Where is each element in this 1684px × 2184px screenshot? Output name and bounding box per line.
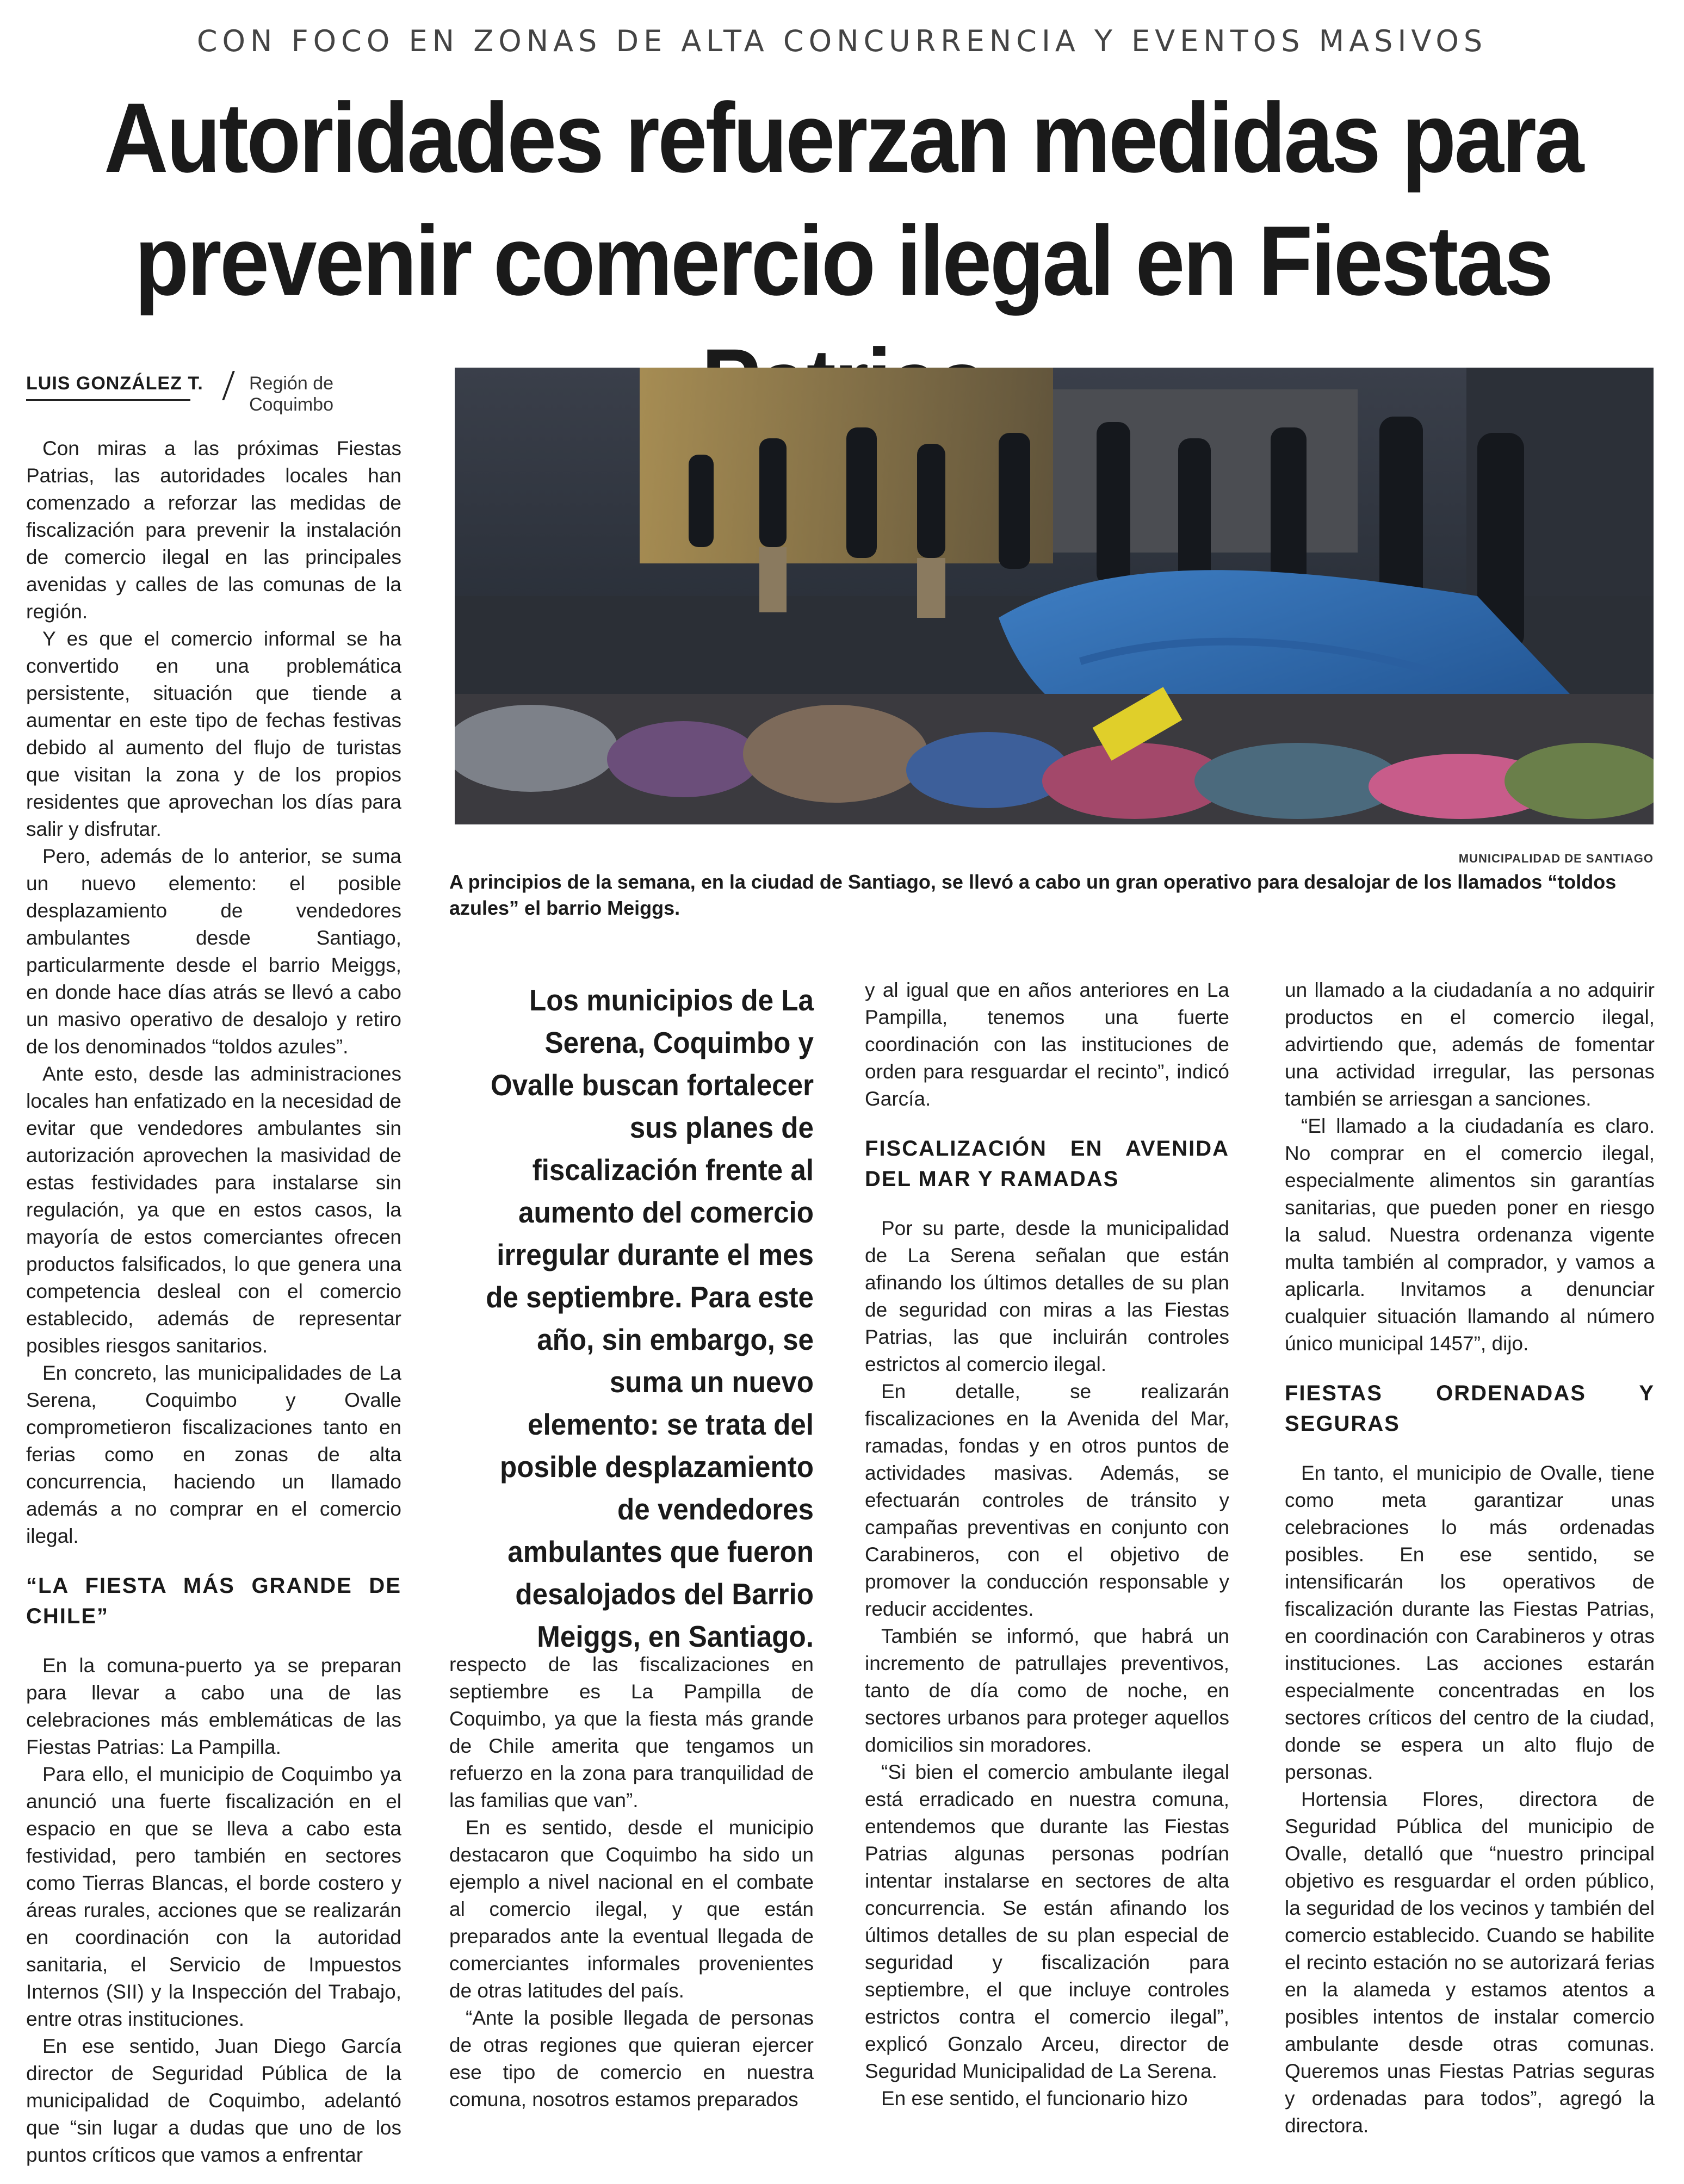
photo-caption: A principios de la semana, en la ciudad de Santiago, se llevó a cabo un gran operativo para desalojar de los llamados “toldos azules” el barrio Meiggs. <box>449 871 1617 919</box>
author-underline <box>26 399 190 401</box>
paragraph: Para ello, el municipio de Coquimbo ya anunció una fuerte fiscalización en el espacio en que se lleva a cabo esta festividad, pero también en sectores como Tierras Blancas, el borde costero y áreas rurales, acciones que se realizarán en coordinación con la autoridad sanitaria, el Servicio de Impuestos Internos (SII) y la Inspección del Trabajo, entre otras instituciones. <box>26 1763 401 2030</box>
subheading: FISCALIZACIÓN EN AVENIDA DEL MAR Y RAMADAS <box>865 1137 1229 1191</box>
headline-line-1: Autoridades refuerzan medidas para <box>104 82 1582 193</box>
paragraph: En ese sentido, Juan Diego García director de Seguridad Pública de la municipalidad de Coquimbo, adelantó que “sin lugar a dudas que uno de los puntos críticos que vamos a enfrentar <box>26 2035 401 2166</box>
paragraph: “El llamado a la ciudadanía es claro. No comprar en el comercio ilegal, especialmente alimentos sin garantías sanitarias, que pueden poner en riesgo la salud. Nuestra ordenanza vigente multa también al comprador, y vamos a aplicarla. Invitamos a denunciar cualquier situación llamando al número único municipal 1457”, dijo. <box>1285 1115 1655 1355</box>
pull-quote: Los municipios de La Serena, Coquimbo y Ovalle buscan fortalecer sus planes de fiscalización frente al aumento del comercio irregular durante el mes de septiembre. Para este año, sin embargo, se suma un nuevo elemento: se trata del posible desplazamiento de vendedores ambulantes que fueron desalojados del Barrio Meiggs, en Santiago. <box>486 983 814 1653</box>
paragraph: “Si bien el comercio ambulante ilegal está erradicado en nuestra comuna, entendemos que durante las Fiestas Patrias algunas personas podrían intentar instalarse en sectores de alta concurrencia. Se están afinando los últimos detalles de su plan especial de seguridad y fiscalización para septiembre, el que incluye controles estrictos contra el comercio ilegal”, explicó Gonzalo Arceu, director de Seguridad Municipalidad de La Serena. <box>865 1761 1229 2082</box>
byline <box>26 373 401 415</box>
paragraph: En ese sentido, el funcionario hizo <box>881 2087 1188 2109</box>
paragraph: Pero, además de lo anterior, se suma un nuevo elemento: el posible desplazamiento de vendedores ambulantes desde Santiago, particularmente desde el barrio Meiggs, en donde hace días atrás se llevó a cabo un masivo operativo de desalojo y retiro de los denominados “toldos azules”. <box>26 845 401 1058</box>
paragraph: Ante esto, desde las administraciones locales han enfatizado en la necesidad de evitar que vendedores ambulantes sin autorización aprovechen la masividad de estas festividades para instalarse sin regulación, ya que en estos casos, la mayoría de estos comerciantes ofrecen productos falsificados, lo que genera una competencia desleal con el comercio establecido, además de representar posibles riesgos sanitarios. <box>26 1063 401 1357</box>
byline-region: Región de Coquimbo <box>249 373 334 415</box>
headline-line-2: prevenir comercio ilegal en Fiestas <box>134 205 1552 316</box>
subheading: “LA FIESTA MÁS GRANDE DE CHILE” <box>26 1574 401 1628</box>
paragraph: También se informó, que habrá un incremento de patrullajes preventivos, tanto de día como de noche, en sectores urbanos para proteger aquellos domicilios sin moradores. <box>865 1625 1229 1756</box>
paragraph: y al igual que en años anteriores en La Pampilla, tenemos una fuerte coordinación con las instituciones de orden para resguardar el recinto”, indicó García. <box>865 979 1229 1110</box>
author-name: LUIS GONZÁLEZ T. <box>26 373 203 394</box>
paragraph: respecto de las fiscalizaciones en septiembre es La Pampilla de Coquimbo, ya que la fiesta más grande de Chile amerita que tengamos un refuerzo en la zona para tranquilidad de las familias que van”. <box>449 1653 814 1811</box>
paragraph: En es sentido, desde el municipio destacaron que Coquimbo ha sido un ejemplo a nivel nacional en el combate al comercio ilegal, y que están preparados ante la eventual llegada de comerciantes informales provenientes de otras latitudes del país. <box>449 1816 814 2002</box>
photo-credit: MUNICIPALIDAD DE SANTIAGO <box>1458 852 1654 865</box>
paragraph: En concreto, las municipalidades de La Serena, Coquimbo y Ovalle comprometieron fiscalizaciones tanto en ferias como en zonas de alta concurrencia, haciendo un llamado además a no comprar en el comercio ilegal. <box>26 1362 401 1547</box>
photo-illustration <box>455 368 1654 824</box>
byline-divider <box>222 371 235 400</box>
paragraph: En la comuna-puerto ya se preparan para llevar a cabo una de las celebraciones más emblemáticas de las Fiestas Patrias: La Pampilla. <box>26 1654 401 1758</box>
paragraph: Por su parte, desde la municipalidad de La Serena señalan que están afinando los últimos detalles de su plan de seguridad con miras a las Fiestas Patrias, las que incluirán controles estrictos al comercio ilegal. <box>865 1217 1229 1375</box>
paragraph: “Ante la posible llegada de personas de otras regiones que quieran ejercer ese tipo de comercio en nuestra comuna, nosotros estamos preparados <box>449 2007 814 2111</box>
article-column-3 <box>865 977 1229 2112</box>
paragraph: un llamado a la ciudadanía a no adquirir productos en el comercio ilegal, advirtiendo que, además de fomentar una actividad irregular, las personas también se arriesgan a sanciones. <box>1285 979 1655 1110</box>
paragraph: Hortensia Flores, directora de Seguridad Pública del municipio de Ovalle, detalló que “nuestro principal objetivo es resguardar el orden público, la seguridad de los vecinos y también del comercio establecido. Cuando se habilite el recinto estación no se autorizará ferias en la alameda y estamos atentos a posibles intentos de instalar comercio ambulante desde otras comunas. Queremos unas Fiestas Patrias seguras y ordenadas para todos”, agregó la directora. <box>1285 1788 1655 2137</box>
article-column-1 <box>26 435 401 2169</box>
article-column-4 <box>1285 977 1655 2139</box>
article-column-2 <box>449 1651 814 2113</box>
news-photo <box>455 368 1654 824</box>
subheading: FIESTAS ORDENADAS Y SEGURAS <box>1285 1381 1655 1436</box>
paragraph: Con miras a las próximas Fiestas Patrias, las autoridades locales han comenzado a reforzar las medidas de fiscalización para prevenir la instalación de comercio ilegal en las principales avenidas y calles de las comunas de la región. <box>26 437 401 623</box>
kicker: CON FOCO EN ZONAS DE ALTA CONCURRENCIA Y EVENTOS MASIVOS <box>196 24 1488 58</box>
paragraph: En tanto, el municipio de Ovalle, tiene como meta garantizar unas celebraciones lo más ordenadas posibles. En ese sentido, se intensificarán los operativos de fiscalización durante las Fiestas Patrias, en coordinación con Carabineros y otras instituciones. Las acciones estarán especialmente concentradas en los sectores críticos del centro de la ciudad, donde se espera un alto flujo de personas. <box>1285 1462 1655 1783</box>
paragraph: En detalle, se realizarán fiscalizaciones en la Avenida del Mar, ramadas, fondas y en otros puntos de actividades masivas. Además, se efectuarán controles de tránsito y campañas preventivas en conjunto con Carabineros, con el objetivo de promover la conducción responsable y reducir accidentes. <box>865 1380 1229 1620</box>
paragraph: Y es que el comercio informal se ha convertido en una problemática persistente, situación que tiende a aumentar en este tipo de fechas festivas debido al aumento del flujo de turistas que visitan la zona y de los propios residentes que aprovechan los días para salir y disfrutar. <box>26 628 401 840</box>
